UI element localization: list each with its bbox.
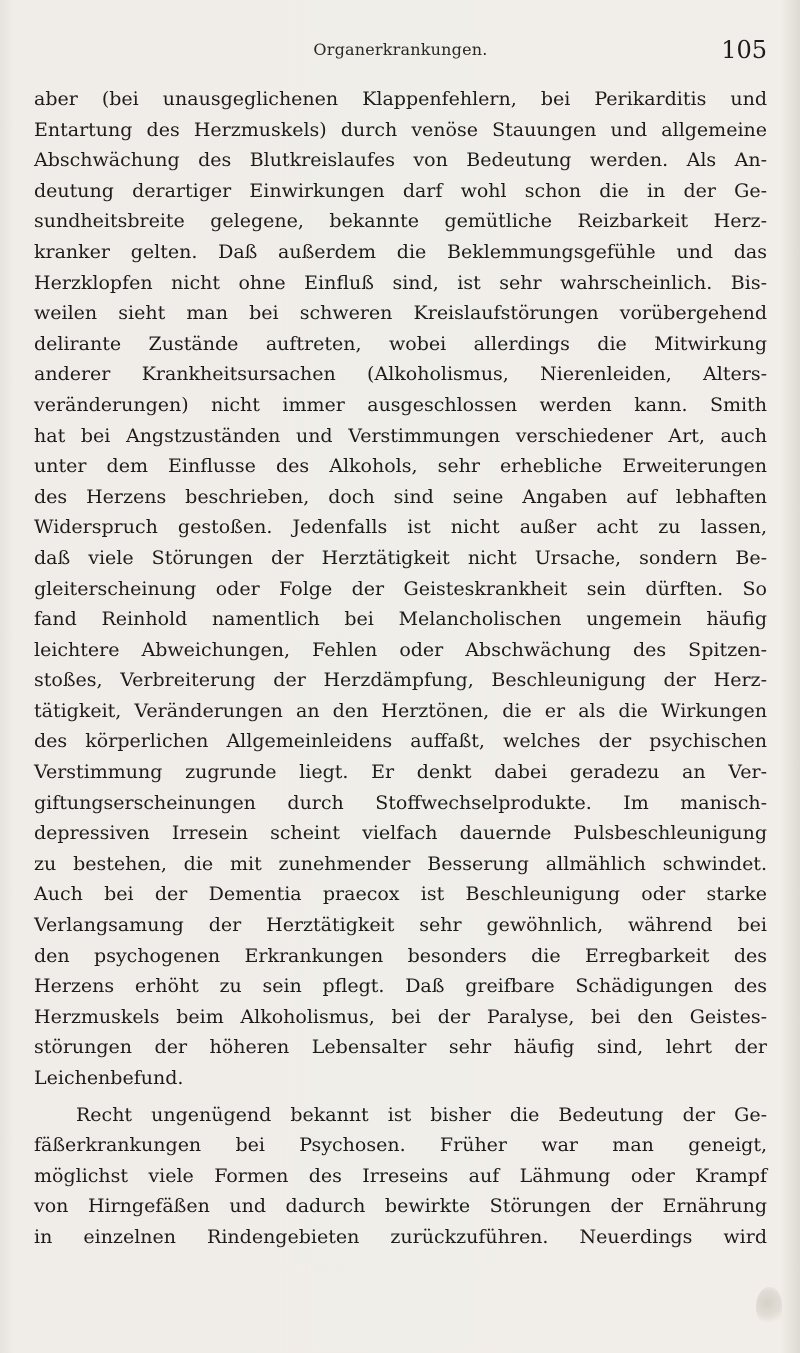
running-title: Organerkrankungen. [313,40,488,59]
text-line: des körperlichen Allgemeinleidens auffaßt, welches der psychischen [34,730,767,753]
running-head [34,36,767,66]
text-line: Widerspruch gestoßen. Jedenfalls ist nicht außer acht zu lassen, [34,516,767,539]
text-line: von Hirngefäßen und dadurch bewirkte Störungen der Ernährung [34,1195,767,1218]
paragraph-1 [34,84,767,1094]
text-line: leichtere Abweichungen, Fehlen oder Abschwächung des Spitzen- [34,638,767,661]
text-line: gleiterscheinung oder Folge der Geisteskrankheit sein dürften. So [34,577,767,600]
text-line: Herzens erhöht zu sein pflegt. Daß greifbare Schädigungen des [34,975,767,998]
text-line: Recht ungenügend bekannt ist bisher die Bedeutung der Ge- [76,1103,767,1126]
text-line: zu bestehen, die mit zunehmender Besserung allmählich schwindet. [34,852,767,875]
text-line: fäßerkrankungen bei Psychosen. Früher war man geneigt, [34,1134,767,1157]
text-line: fand Reinhold namentlich bei Melancholischen ungemein häufig [34,608,767,631]
text-line: aber (bei unausgeglichenen Klappenfehlern, bei Perikarditis und [34,88,767,110]
page-number: 105 [721,36,767,64]
text-line: den psychogenen Erkrankungen besonders die Erregbarkeit des [34,944,767,967]
text-line: tätigkeit, Veränderungen an den Herztönen, die er als die Wirkungen [34,699,767,722]
text-line: Abschwächung des Blutkreislaufes von Bedeutung werden. Als An- [34,149,767,172]
text-line: unter dem Einflusse des Alkohols, sehr erhebliche Erweiterungen [34,455,767,478]
text-line: veränderungen) nicht immer ausgeschlossen werden kann. Smith [34,393,767,416]
text-line: Herzmuskels beim Alkoholismus, bei der Paralyse, bei den Geistes- [34,1005,767,1028]
text-line: anderer Krankheitsursachen (Alkoholismus, Nierenleiden, Alters- [34,363,767,386]
text-line: giftungserscheinungen durch Stoffwechselprodukte. Im manisch- [34,791,767,814]
text-line: des Herzens beschrieben, doch sind seine Angaben auf lebhaften [34,485,767,508]
library-stamp-mark [756,1287,782,1327]
text-line: weilen sieht man bei schweren Kreislaufstörungen vorübergehend [34,302,767,325]
text-line: depressiven Irresein scheint vielfach dauernde Pulsbeschleunigung [34,822,767,845]
text-line: daß viele Störungen der Herztätigkeit nicht Ursache, sondern Be- [34,546,767,569]
text-line: möglichst viele Formen des Irreseins auf Lähmung oder Krampf [34,1164,767,1187]
text-line: störungen der höheren Lebensalter sehr häufig sind, lehrt der [34,1036,767,1059]
text-line: Leichenbefund. [34,1067,184,1089]
text-line: deutung derartiger Einwirkungen darf wohl schon die in der Ge- [34,179,767,202]
text-line: delirante Zustände auftreten, wobei allerdings die Mitwirkung [34,332,767,355]
text-line: in einzelnen Rindengebieten zurückzuführen. Neuerdings wird [34,1225,767,1248]
text-line: Auch bei der Dementia praecox ist Beschleunigung oder starke [34,883,767,906]
text-line: kranker gelten. Daß außerdem die Beklemmungsgefühle und das [34,240,767,263]
text-line: Verlangsamung der Herztätigkeit sehr gewöhnlich, während bei [34,914,767,937]
text-line: Herzklopfen nicht ohne Einfluß sind, ist sehr wahrscheinlich. Bis- [34,271,767,294]
body-text [34,84,767,1253]
text-line: Entartung des Herzmuskels) durch venöse Stauungen und allgemeine [34,118,767,141]
text-line: sundheitsbreite gelegene, bekannte gemütliche Reizbarkeit Herz- [34,210,767,233]
text-line: Verstimmung zugrunde liegt. Er denkt dabei geradezu an Ver- [34,761,767,784]
text-line: hat bei Angstzuständen und Verstimmungen verschiedener Art, auch [34,424,767,447]
paragraph-2 [34,1100,767,1253]
text-line: stoßes, Verbreiterung der Herzdämpfung, Beschleunigung der Herz- [34,669,767,692]
